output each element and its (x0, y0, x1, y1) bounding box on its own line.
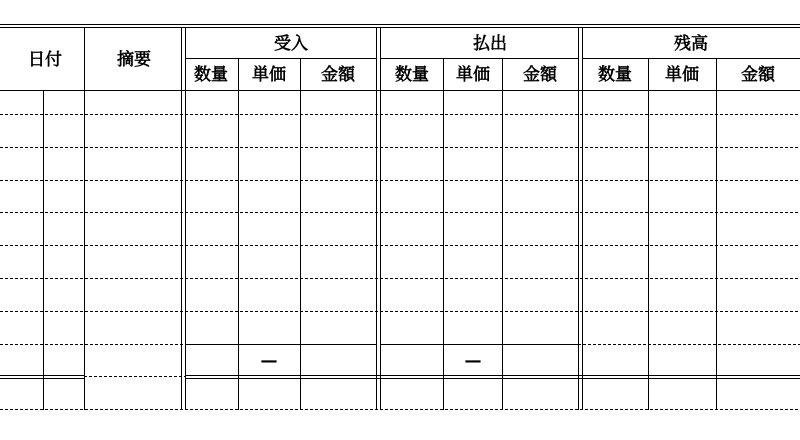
receipts-unit-price-header: 単価 (252, 65, 286, 85)
issues-unit-price-header: 単価 (456, 65, 490, 85)
closing-double-rule (0, 376, 800, 379)
issues-amount-header: 金額 (523, 65, 557, 85)
row-separators (0, 115, 800, 410)
header-issues: 払出 (473, 34, 507, 54)
receipts-unit-price-dash: — (260, 351, 278, 371)
header-date: 日付 (28, 50, 62, 70)
balance-quantity-header: 数量 (598, 65, 632, 85)
header-receipts: 受入 (274, 34, 308, 54)
header-balance: 残高 (674, 34, 708, 54)
balance-amount-header: 金額 (741, 65, 775, 85)
header-summary: 摘要 (117, 50, 151, 70)
receipts-quantity-header: 数量 (194, 65, 228, 85)
issues-quantity-header: 数量 (395, 65, 429, 85)
top-border (0, 25, 800, 28)
balance-unit-price-header: 単価 (665, 65, 699, 85)
receipts-amount-header: 金額 (321, 65, 355, 85)
issues-unit-price-dash: — (464, 351, 482, 371)
